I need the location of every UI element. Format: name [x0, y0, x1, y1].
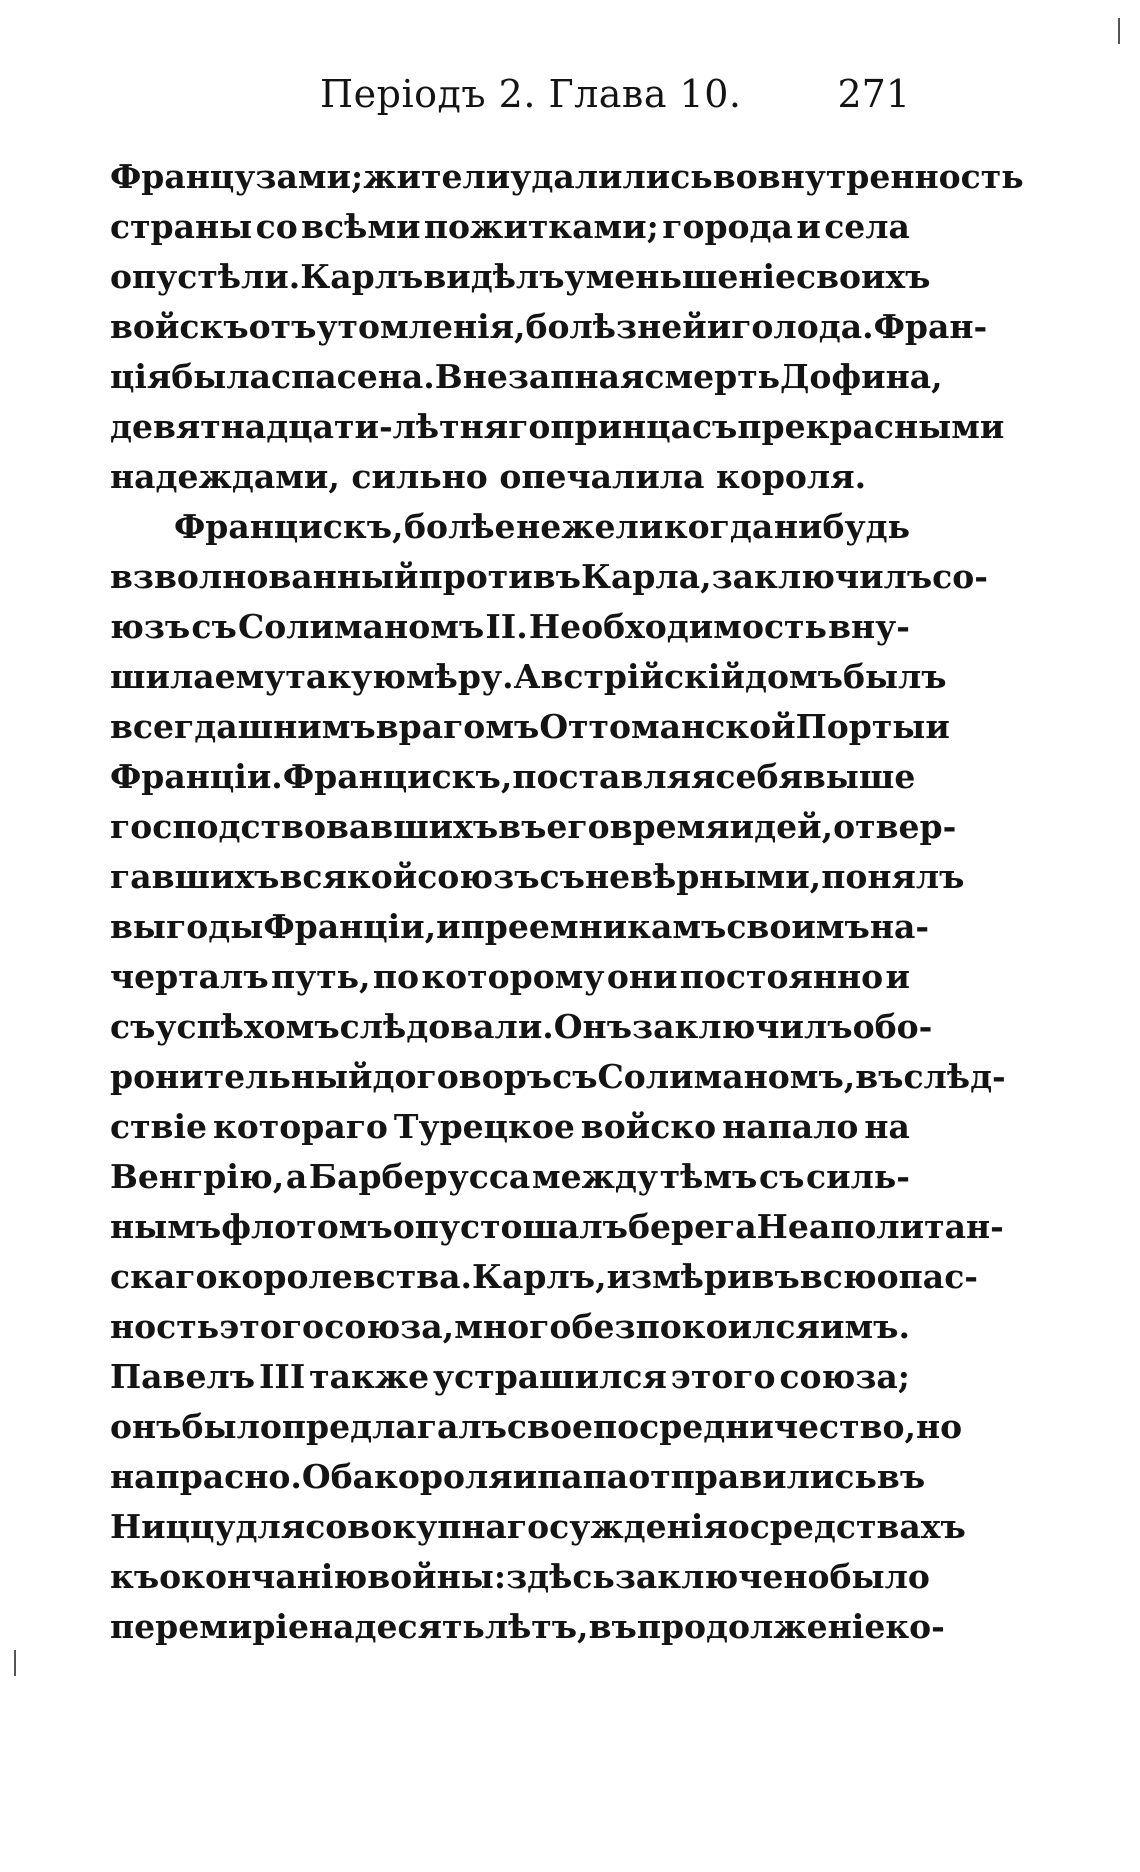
word: видѣлъ: [423, 257, 565, 296]
margin-mark: [14, 1650, 16, 1676]
word: папа: [537, 1457, 629, 1496]
word: на-: [869, 907, 930, 946]
word: девятнадцати-лѣтняго: [110, 407, 551, 446]
word: болѣе: [404, 507, 516, 546]
word: лѣтъ,: [484, 1607, 589, 1646]
word: со: [255, 207, 298, 246]
word: голода.: [731, 307, 874, 346]
word: опас-: [876, 1257, 978, 1296]
paragraph: [110, 152, 1024, 502]
word: Франціи.: [110, 757, 283, 796]
word: по: [372, 957, 420, 996]
word: Карла,: [580, 557, 712, 596]
word: безпокоился: [571, 1307, 820, 1346]
word: преемникамъ: [460, 907, 727, 946]
word: и: [436, 907, 461, 946]
text-line: [110, 552, 988, 602]
word: домъ: [744, 657, 843, 696]
word: врагомъ: [375, 707, 540, 746]
word: невѣрными,: [584, 857, 822, 896]
word: его: [546, 807, 610, 846]
word: имъ.: [820, 1307, 910, 1346]
text-line: [110, 352, 943, 402]
word: себя: [715, 757, 803, 796]
word: болѣзней: [525, 307, 707, 346]
word: на: [308, 1607, 355, 1646]
word: заключилъ: [711, 557, 933, 596]
text-line: [110, 302, 988, 352]
word: черталъ: [110, 957, 269, 996]
word: удалились: [510, 157, 713, 196]
text-line: [110, 1402, 963, 1452]
word: пожитками;: [423, 207, 659, 246]
word: уменьшеніе: [564, 257, 796, 296]
text-line: [110, 1502, 966, 1552]
word: понялъ: [821, 857, 965, 896]
word: опустѣли.: [110, 257, 301, 296]
word: которому: [421, 957, 605, 996]
word: между: [531, 1157, 659, 1196]
word: своихъ: [796, 257, 931, 296]
word: договоръ: [372, 1057, 553, 1096]
text-line: [110, 502, 910, 552]
word: и: [885, 957, 910, 996]
text-line: [110, 952, 910, 1002]
word: заключено: [614, 1557, 830, 1596]
text-line: [110, 602, 910, 652]
word: войскъ: [110, 307, 249, 346]
word: также: [309, 1357, 430, 1396]
paragraph: [110, 502, 1006, 1652]
word: Ниццу: [110, 1507, 236, 1546]
word: Дофина,: [780, 357, 943, 396]
word: въ: [876, 1457, 926, 1496]
word: ронительный: [110, 1057, 373, 1096]
word: сужденія: [549, 1507, 728, 1546]
word: сильно: [351, 457, 488, 496]
word: Солиманомъ,: [597, 1057, 856, 1096]
word: Солиманомъ: [237, 607, 485, 646]
word: смерть: [644, 357, 781, 396]
word: обо-: [852, 1007, 933, 1046]
word: нымъ: [110, 1207, 222, 1246]
word: Франціи,: [263, 907, 437, 946]
word: слѣд-: [903, 1057, 1006, 1096]
page-number: 271: [837, 72, 910, 116]
word: отвер-: [833, 807, 957, 846]
text-line: [110, 902, 930, 952]
text-line: [110, 402, 1005, 452]
word: окончанію: [159, 1557, 368, 1596]
word: Карлъ: [300, 257, 424, 296]
word: нибудь: [773, 507, 910, 546]
word: успѣхомъ: [155, 1007, 340, 1046]
word: поставляя: [512, 757, 716, 796]
text-line: [110, 1052, 1006, 1102]
word: III: [258, 1357, 306, 1396]
margin-mark: [1118, 18, 1120, 44]
word: союза;: [779, 1357, 910, 1396]
text-line: [110, 202, 910, 252]
word: тѣмъ: [659, 1157, 758, 1196]
word: и: [925, 707, 950, 746]
word: путь,: [270, 957, 371, 996]
text-line: [110, 1102, 910, 1152]
word: короля: [374, 1457, 513, 1496]
word: а: [285, 1157, 308, 1196]
word: перемиріе: [110, 1607, 309, 1646]
word: съ: [552, 1057, 598, 1096]
word: прекрасными: [737, 407, 1005, 446]
text-line: [110, 852, 965, 902]
word: посредничество,: [592, 1407, 917, 1446]
text-line: [110, 1002, 933, 1052]
word: совокупнаго: [305, 1507, 550, 1546]
word: мѣру.: [406, 657, 514, 696]
word: съ: [110, 1007, 156, 1046]
word: внутренность: [757, 157, 1024, 196]
running-head: [110, 72, 910, 122]
word: устрашился: [433, 1357, 667, 1396]
word: измѣривъ: [606, 1257, 800, 1296]
word: о: [727, 1507, 750, 1546]
word: но: [916, 1407, 963, 1446]
word: здѣсь: [506, 1557, 615, 1596]
word: Францискъ,: [174, 507, 404, 546]
word: нежели: [516, 507, 664, 546]
word: войско: [580, 1107, 717, 1146]
word: флотомъ: [221, 1207, 393, 1246]
text-line: [110, 802, 957, 852]
word: къ: [110, 1557, 160, 1596]
word: опечалила: [499, 457, 705, 496]
body-text: [110, 152, 1024, 1652]
word: котораго: [212, 1107, 388, 1146]
word: Оба: [301, 1457, 375, 1496]
word: напало: [722, 1107, 859, 1146]
word: и: [706, 307, 732, 346]
word: жители: [363, 157, 511, 196]
word: такую: [285, 657, 407, 696]
word: съ: [191, 607, 237, 646]
word: Венгрію,: [110, 1157, 285, 1196]
word: ствіе: [110, 1107, 208, 1146]
word: Францискъ,: [282, 757, 513, 796]
word: своимъ: [726, 907, 870, 946]
word: время: [609, 807, 730, 846]
word: было: [181, 1407, 282, 1446]
word: Австрійскій: [513, 657, 745, 696]
word: II.: [485, 607, 528, 646]
word: союза,: [324, 1307, 455, 1346]
word: отъ: [248, 307, 317, 346]
word: десять: [354, 1607, 485, 1646]
word: вну-: [828, 607, 910, 646]
word: Неаполитан-: [756, 1207, 1004, 1246]
text-line: [110, 652, 947, 702]
word: надеждами,: [110, 457, 340, 496]
word: утомленія,: [316, 307, 526, 346]
text-line: [110, 252, 931, 302]
word: ко-: [885, 1607, 945, 1646]
word: Онъ: [553, 1007, 633, 1046]
word: Внезапная: [434, 357, 645, 396]
word: всякой: [279, 857, 418, 896]
text-line: [110, 1552, 930, 1602]
word: страны: [110, 207, 253, 246]
word: спасена.: [271, 357, 435, 396]
word: постоянно: [679, 957, 884, 996]
word: во: [712, 157, 758, 196]
word: на: [864, 1107, 910, 1146]
word: со-: [932, 557, 988, 596]
text-line: [110, 152, 1024, 202]
word: было: [829, 1557, 930, 1596]
word: въ: [855, 1057, 904, 1096]
word: шила: [110, 657, 215, 696]
word: съ: [758, 1157, 805, 1196]
text-line: [110, 702, 950, 752]
word: продолженіе: [636, 1607, 886, 1646]
word: войны:: [367, 1557, 507, 1596]
word: Французами;: [110, 157, 364, 196]
word: берега: [627, 1207, 757, 1246]
word: онъ: [110, 1407, 182, 1446]
word: всю: [799, 1257, 877, 1296]
running-title: Періодъ 2. Глава 10.: [320, 72, 742, 116]
text-line: [110, 452, 910, 502]
word: скаго: [110, 1257, 218, 1296]
word: этого: [219, 1307, 325, 1346]
word: выгоды: [110, 907, 264, 946]
word: средствахъ: [749, 1507, 966, 1546]
word: Барберусса: [308, 1157, 531, 1196]
word: заключилъ: [632, 1007, 853, 1046]
word: Турецкое: [393, 1107, 575, 1146]
word: они: [606, 957, 678, 996]
word: гавшихъ: [110, 857, 280, 896]
word: короля.: [716, 457, 867, 496]
word: этого: [670, 1357, 776, 1396]
word: напрасно.: [110, 1457, 302, 1496]
word: принца: [550, 407, 692, 446]
word: села: [824, 207, 910, 246]
word: ность: [110, 1307, 220, 1346]
word: выше: [802, 757, 916, 796]
word: Павелъ: [110, 1357, 256, 1396]
word: когда: [663, 507, 774, 546]
word: союзъ: [417, 857, 540, 896]
word: отправились: [628, 1457, 877, 1496]
word: Карлъ,: [472, 1257, 607, 1296]
word: идей,: [729, 807, 834, 846]
word: взволнованный: [110, 557, 419, 596]
word: для: [235, 1507, 306, 1546]
word: Фран-: [873, 307, 988, 346]
word: господствовавшихъ: [110, 807, 499, 846]
word: съ: [691, 407, 738, 446]
word: Порты: [795, 707, 926, 746]
word: всегдашнимъ: [110, 707, 376, 746]
word: противъ: [418, 557, 581, 596]
text-line: [110, 1152, 910, 1202]
word: въ: [588, 1607, 637, 1646]
word: ему: [214, 657, 286, 696]
word: Оттоманской: [539, 707, 796, 746]
text-line: [110, 1252, 978, 1302]
word: всѣми: [301, 207, 421, 246]
word: и: [796, 207, 821, 246]
word: королевства.: [217, 1257, 473, 1296]
word: ція: [110, 357, 172, 396]
word: города: [662, 207, 793, 246]
text-line: [110, 1352, 910, 1402]
word: свое: [506, 1407, 593, 1446]
word: опустошалъ: [392, 1207, 628, 1246]
word: былъ: [842, 657, 947, 696]
word: слѣдовали.: [339, 1007, 554, 1046]
text-line: [110, 1452, 926, 1502]
word: съ: [539, 857, 585, 896]
text-line: [110, 752, 916, 802]
text-line: [110, 1602, 945, 1652]
word: много: [454, 1307, 572, 1346]
word: была: [171, 357, 272, 396]
word: силь-: [806, 1157, 910, 1196]
word: предлагалъ: [281, 1407, 507, 1446]
text-line: [110, 1302, 910, 1352]
word: Необходимость: [528, 607, 827, 646]
word: юзъ: [110, 607, 191, 646]
word: и: [512, 1457, 538, 1496]
word: въ: [498, 807, 547, 846]
text-line: [110, 1202, 1004, 1252]
